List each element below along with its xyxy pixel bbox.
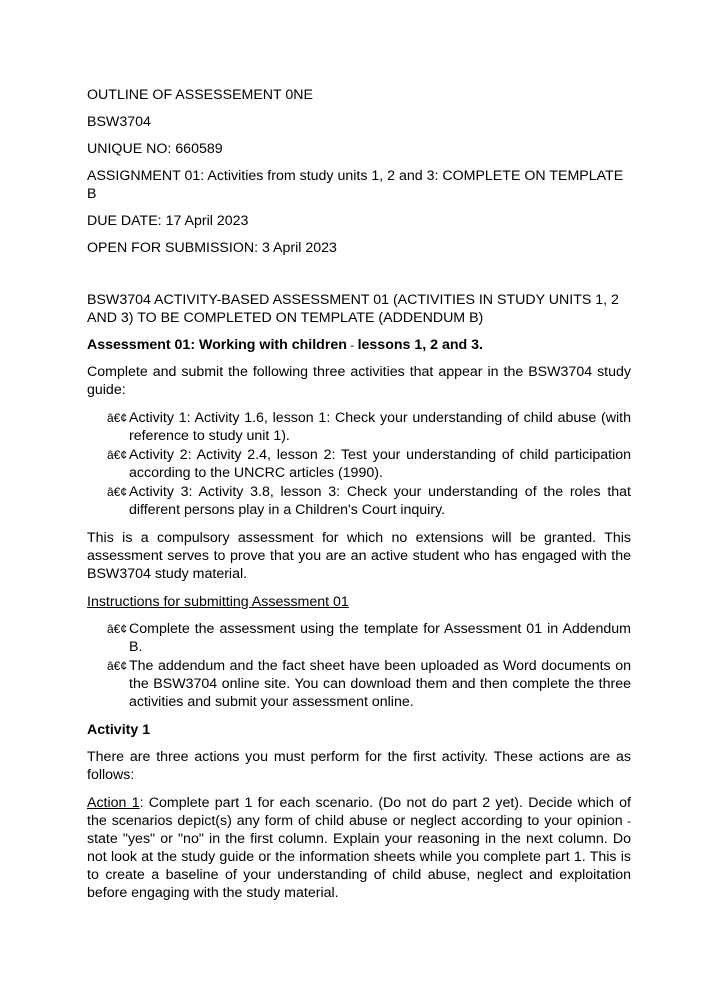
activity1-intro: There are three actions you must perform for the first activity. These actions are as follows: (87, 749, 631, 783)
list-item-text: Activity 2: Activity 2.4, lesson 2: Test your understanding of child participation according to the UNCRC articles (1990). (129, 447, 631, 481)
list-item-text: Complete the assessment using the template for Assessment 01 in Addendum B. (129, 621, 631, 655)
section-title: BSW3704 ACTIVITY-BASED ASSESSMENT 01 (ACTIVITIES IN STUDY UNITS 1, 2 AND 3) TO BE COMPLETED ON TEMPLATE (ADDENDUM B) (87, 292, 619, 326)
bullet-glyph: â€¢ (107, 485, 128, 499)
activities-list (87, 409, 631, 519)
module-code: BSW3704 (87, 114, 151, 130)
assessment-heading-part1: Assessment 01: Working with children (87, 337, 347, 353)
list-item-text: Activity 3: Activity 3.8, lesson 3: Check your understanding of the roles that different persons play in a Children's Court inquiry. (129, 484, 631, 518)
list-item (87, 483, 631, 519)
due-date: DUE DATE: 17 April 2023 (87, 213, 249, 229)
assessment-heading-dash: - (346, 338, 358, 352)
assessment-heading (87, 336, 631, 354)
action1-label: Action 1 (87, 795, 140, 811)
bullet-glyph: â€¢ (107, 622, 128, 636)
instructions-list (87, 620, 631, 711)
action1-paragraph (87, 794, 631, 902)
activity1-heading: Activity 1 (87, 722, 151, 738)
unique-number: UNIQUE NO: 660589 (87, 141, 223, 157)
compulsory-paragraph: This is a compulsory assessment for which no extensions will be granted. This assessment serves to prove that you are an active student who has engaged with the BSW3704 study material. (87, 530, 631, 582)
open-date: OPEN FOR SUBMISSION: 3 April 2023 (87, 240, 337, 256)
bullet-glyph: â€¢ (107, 448, 128, 462)
assessment-heading-part2: lessons 1, 2 and 3. (357, 337, 483, 353)
list-item (87, 657, 631, 711)
list-item-text: The addendum and the fact sheet have been uploaded as Word documents on the BSW3704 online site. You can download them and then complete the three activities and submit your assessment online. (129, 658, 631, 710)
action1-text-a: : Complete part 1 for each scenario. (Do not do part 2 yet). Decide which of the scenarios depict(s) any form of child abuse or neglect according to your opinion (87, 795, 632, 829)
outline-title: OUTLINE OF ASSESSEMENT 0NE (87, 87, 314, 103)
intro-paragraph: Complete and submit the following three activities that appear in the BSW3704 study guide: (87, 364, 631, 398)
list-item (87, 446, 631, 482)
document-page (87, 86, 631, 912)
assignment-line: ASSIGNMENT 01: Activities from study units 1, 2 and 3: COMPLETE ON TEMPLATE B (87, 168, 624, 202)
list-item (87, 620, 631, 656)
action1-dash: - (622, 814, 631, 828)
list-item-text: Activity 1: Activity 1.6, lesson 1: Check your understanding of child abuse (with reference to study unit 1). (129, 410, 631, 444)
action1-text-b: state "yes" or "no" in the first column. Explain your reasoning in the next column. Do not look at the study guide or the information sheets while you complete part 1. This is to create a baseline of your understanding of child abuse, neglect and exploitation before engaging with the study material. (87, 831, 631, 901)
bullet-glyph: â€¢ (107, 411, 128, 425)
bullet-glyph: â€¢ (107, 659, 128, 673)
list-item (87, 409, 631, 445)
instructions-heading: Instructions for submitting Assessment 01 (87, 594, 349, 610)
